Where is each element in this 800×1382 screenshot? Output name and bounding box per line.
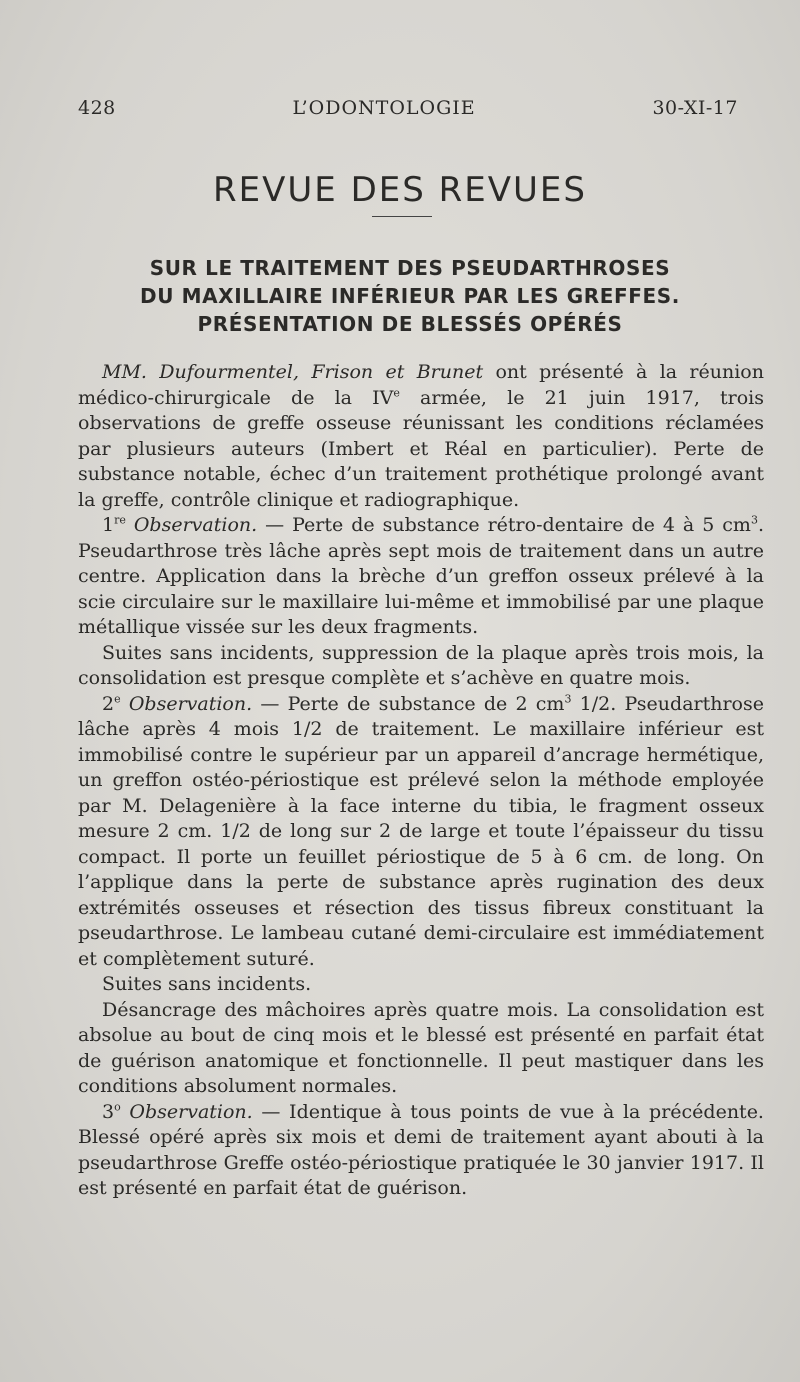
- article-title-line-2: DU MAXILLAIRE INFÉRIEUR PAR LES GREFFES.: [140, 284, 680, 308]
- observation-label: Observation.: [120, 1100, 253, 1123]
- observation-label: Observation.: [120, 692, 253, 715]
- observation-1: 1re Observation. — Perte de substance rétro-dentaire de 4 à 5 $cm^3$. Pseudarthrose très lâche après sept mois de traitement dans un autre centre. Application dans la brèche d’un greffon osseux prélevé à la scie circulaire sur le maxillaire lui-même et immobilisé par une plaque métallique vissée sur les deux fragments.: [78, 513, 764, 638]
- title-rule: [372, 216, 432, 217]
- journal-title: L’ODONTOLOGIE: [292, 97, 476, 119]
- section-title: REVUE DES REVUES: [213, 170, 587, 210]
- article-title-line-1: SUR LE TRAITEMENT DES PSEUDARTHROSES: [149, 256, 671, 280]
- observation-1-suites: Suites sans incidents, suppression de la plaque après trois mois, la consolidation est presque complète et s’achève en quatre mois.: [78, 641, 764, 689]
- observation-2-suites: Suites sans incidents.: [102, 973, 312, 995]
- running-head: [78, 97, 738, 119]
- authors: MM. Dufourmentel, Frison et Brunet: [102, 361, 484, 383]
- observation-3: 3$^o$ Observation. — Identique à tous points de vue à la précédente. Blessé opéré après six mois et demi de traitement ayant abouti à la pseudarthrose Greffe ostéo-périostique pratiquée le 30 janvier 1917. Il est présenté en parfait état de guérison.: [78, 1100, 764, 1199]
- article-title-line-3: PRÉSENTATION DE BLESSÉS OPÉRÉS: [197, 312, 623, 336]
- issue-date: 30-XI-17: [652, 97, 738, 119]
- observation-2-desancrage: Désancrage des mâchoires après quatre mois. La consolidation est absolue au bout de cinq mois et le blessé est présenté en parfait état de guérison anatomique et fonctionnelle. Il peut mastiquer dans les conditions absolument normales.: [78, 998, 764, 1097]
- observation-2: 2e Observation. — Perte de substance de 2 $cm^3$ 1/2. Pseudarthrose lâche après 4 mois 1/2 de traitement. Le maxillaire inférieur est immobilisé contre le supérieur par un appareil d’ancrage hermétique, un greffon ostéo-périostique est prélevé selon la méthode employée par M. Delagenière à la face interne du tibia, le fragment osseux mesure 2 cm. 1/2 de long sur 2 de large et toute l’épaisseur du tissu compact. Il porte un feuillet périostique de 5 à 6 cm. de long. On l’applique dans la perte de substance après rugination des deux extrémités osseuses et résection des tissus fibreux constituant la pseudarthrose. Le lambeau cutané demi-circulaire est immédiatement et complètement suturé.: [78, 692, 764, 970]
- page-number: 428: [78, 97, 116, 119]
- intro-paragraph: MM. Dufourmentel, Frison et Brunet ont présenté à la réunion médico-chirurgicale de la IVe armée, le 21 juin 1917, trois observations de greffe osseuse réunissant les conditions réclamées par plusieurs auteurs (Imbert et Réal en particulier). Perte de substance notable, échec d’un traitement prothétique prolongé avant la greffe, contrôle clinique et radiographique.: [78, 361, 764, 511]
- article-body: [78, 360, 764, 1202]
- observation-label: Observation.: [125, 514, 258, 536]
- article-title: [60, 254, 760, 338]
